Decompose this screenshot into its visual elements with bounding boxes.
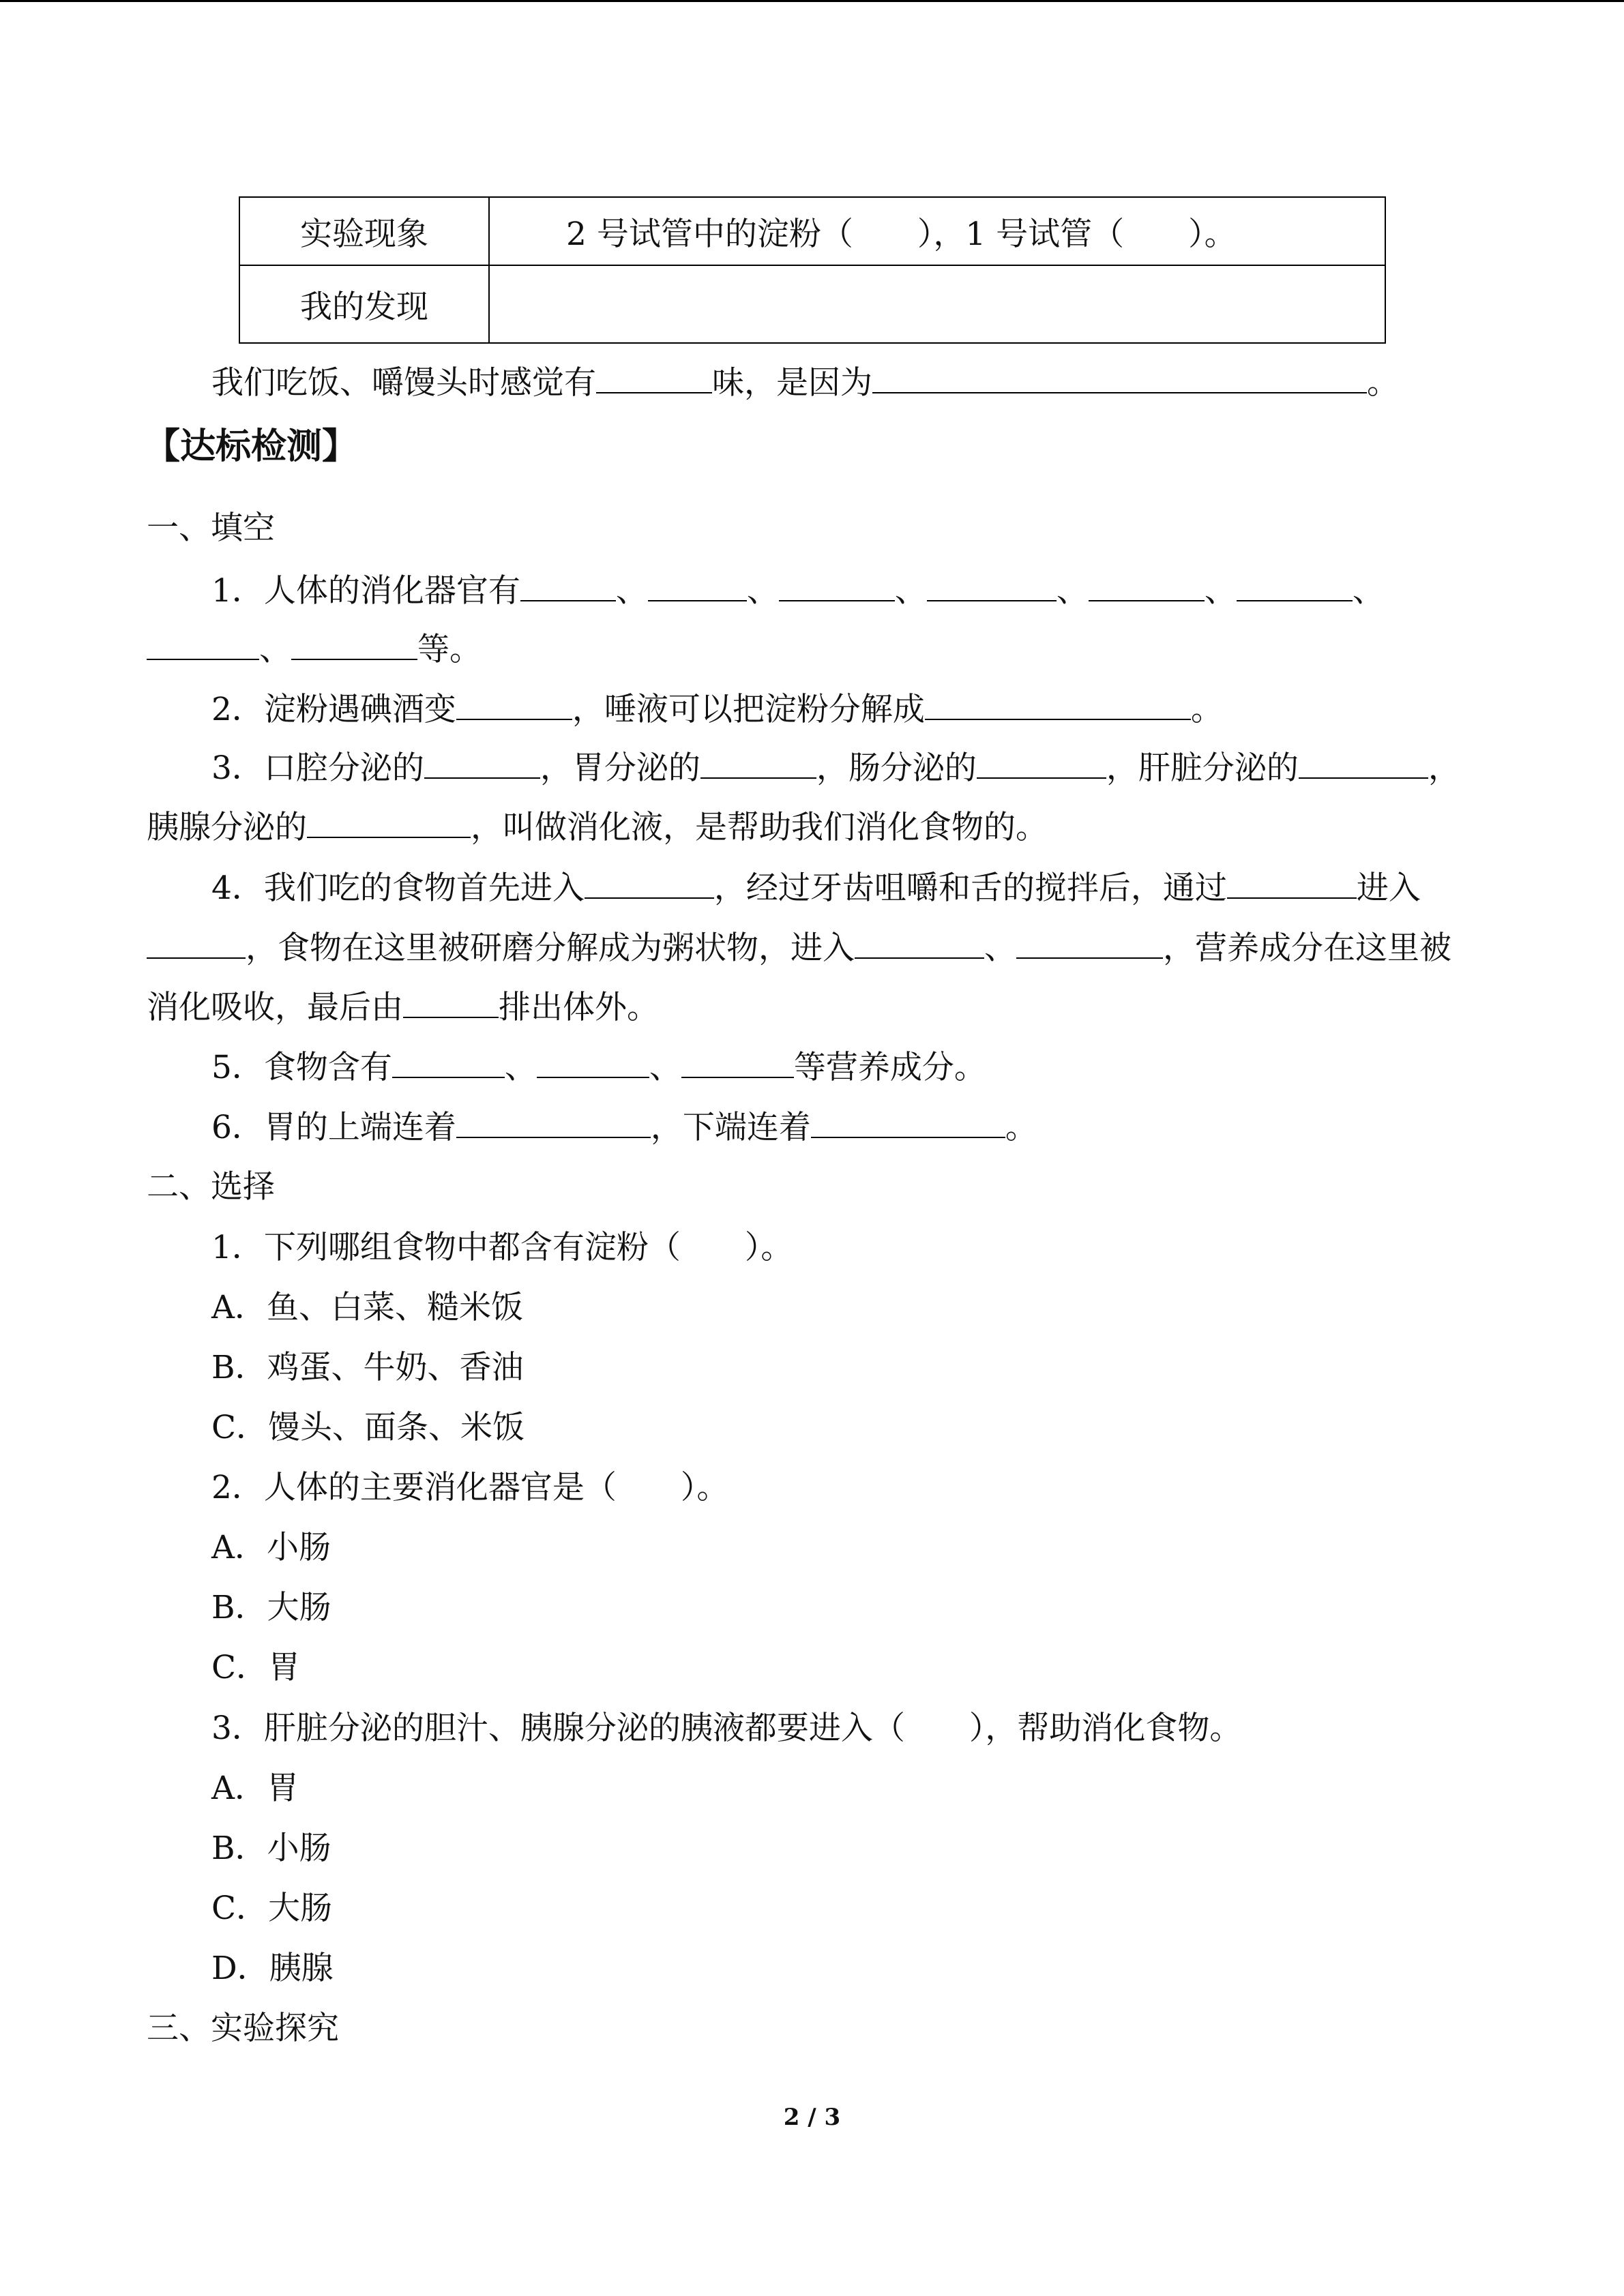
text: ，胃分泌的 [540, 749, 700, 787]
question-2 [211, 689, 1223, 730]
table-label: 我的发现 [239, 265, 489, 343]
text: 、 [259, 631, 291, 668]
fill-blank[interactable] [1089, 570, 1205, 601]
text: 、 [984, 929, 1016, 967]
question-6 [211, 1107, 1037, 1148]
section-heading: 【达标检测】 [145, 426, 358, 467]
text: 4．我们吃的食物首先进入 [211, 869, 585, 907]
text: 、 [649, 1049, 681, 1086]
question-4-cont [147, 927, 1451, 969]
text: ， [1428, 749, 1460, 787]
fill-blank[interactable] [403, 987, 499, 1018]
fill-blank[interactable] [927, 570, 1057, 601]
question-4-cont2 [147, 987, 659, 1028]
fill-blank[interactable] [977, 747, 1106, 779]
text: 6．胃的上端连着 [211, 1109, 456, 1146]
text: 消化吸收，最后由 [147, 989, 403, 1026]
fill-blank[interactable] [596, 362, 712, 393]
text: 。 [1190, 691, 1223, 728]
text: 1．人体的消化器官有 [211, 572, 520, 610]
fill-blank[interactable] [855, 927, 984, 959]
choice-option[interactable]: A．胃 [211, 1770, 299, 1807]
fill-blank[interactable] [537, 1047, 649, 1078]
text: 我们吃饭、嚼馒头时感觉有 [211, 364, 596, 402]
table-value-empty[interactable] [489, 265, 1385, 343]
text: 5．食物含有 [211, 1049, 392, 1086]
question-4 [211, 867, 1421, 909]
fill-blank[interactable] [1299, 747, 1428, 779]
part-title: 一、填空 [147, 509, 275, 547]
text: 等。 [417, 631, 482, 668]
fill-blank[interactable] [779, 570, 895, 601]
part-title: 三、实验探究 [147, 2010, 339, 2047]
choice-option[interactable]: C．胃 [211, 1649, 300, 1686]
text: ，食物在这里被研磨分解成为粥状物，进入 [246, 929, 855, 967]
text: ，经过牙齿咀嚼和舌的搅拌后，通过 [713, 869, 1227, 907]
text: 等营养成分。 [793, 1049, 986, 1086]
fill-blank[interactable] [681, 1047, 794, 1078]
text: ，唾液可以把淀粉分解成 [572, 691, 925, 728]
text: 。 [1005, 1109, 1037, 1146]
text: 味，是因为 [712, 364, 872, 402]
choice-option[interactable]: A．鱼、白菜、糙米饭 [211, 1289, 523, 1326]
text: ，叫做消化液，是帮助我们消化食物的。 [471, 809, 1048, 846]
fill-blank[interactable] [424, 747, 540, 779]
fill-blank[interactable] [520, 570, 616, 601]
question-5 [211, 1047, 986, 1088]
choice-option[interactable]: D．胰腺 [211, 1950, 334, 1987]
page-number: 2 / 3 [783, 2104, 841, 2131]
text: 2．淀粉遇碘酒变 [211, 691, 456, 728]
choice-option[interactable]: C．馒头、面条、米饭 [211, 1409, 525, 1446]
fill-blank[interactable] [456, 1107, 651, 1138]
fill-blank[interactable] [925, 689, 1191, 720]
fill-blank[interactable] [872, 362, 1367, 393]
part-title: 二、选择 [147, 1168, 275, 1206]
text: ，肠分泌的 [816, 749, 977, 787]
fill-blank[interactable] [648, 570, 747, 601]
fill-blank[interactable] [1227, 867, 1357, 899]
text: 。 [1367, 364, 1399, 402]
text: 排出体外。 [499, 989, 659, 1026]
text: 、 [746, 572, 779, 610]
choice-option[interactable]: B．鸡蛋、牛奶、香油 [211, 1349, 524, 1386]
text: ，营养成分在这里被 [1163, 929, 1451, 967]
choice-option[interactable]: B．小肠 [211, 1830, 331, 1867]
fill-blank[interactable] [1237, 570, 1353, 601]
choice-option[interactable]: B．大肠 [211, 1589, 331, 1626]
question-1 [211, 570, 1385, 612]
table-row [239, 265, 1385, 343]
text: 3．口腔分泌的 [211, 749, 424, 787]
fill-blank[interactable] [307, 807, 471, 838]
question-3-cont [147, 807, 1048, 848]
text: 胰腺分泌的 [147, 809, 307, 846]
text: 、 [615, 572, 648, 610]
text: 进入 [1356, 869, 1421, 907]
question-1-cont [147, 629, 482, 670]
text: 、 [1204, 572, 1237, 610]
fill-blank[interactable] [147, 629, 259, 660]
fill-blank[interactable] [147, 927, 246, 959]
table-label: 实验现象 [239, 197, 489, 265]
text: 、 [894, 572, 927, 610]
fill-blank[interactable] [392, 1047, 505, 1078]
table-value: 2 号试管中的淀粉（ ），1 号试管（ ）。 [489, 197, 1385, 265]
fill-blank[interactable] [456, 689, 572, 720]
choice-question-stem: 3．肝脏分泌的胆汁、胰腺分泌的胰液都要进入（ ），帮助消化食物。 [211, 1710, 1242, 1747]
choice-question-stem: 2．人体的主要消化器官是（ ）。 [211, 1469, 729, 1506]
fill-blank[interactable] [700, 747, 816, 779]
choice-option[interactable]: A．小肠 [211, 1529, 331, 1566]
fill-blank[interactable] [1016, 927, 1163, 959]
fill-blank[interactable] [291, 629, 417, 660]
fill-blank[interactable] [585, 867, 714, 899]
text: 、 [1056, 572, 1089, 610]
text: 、 [1352, 572, 1385, 610]
question-3 [211, 747, 1460, 789]
experiment-table [239, 196, 1386, 344]
intro-line [211, 362, 1399, 404]
choice-question-stem: 1．下列哪组食物中都含有淀粉（ ）。 [211, 1229, 793, 1266]
text: ，肝脏分泌的 [1106, 749, 1299, 787]
text: ，下端连着 [650, 1109, 811, 1146]
table-row [239, 197, 1385, 265]
choice-option[interactable]: C．大肠 [211, 1890, 332, 1927]
fill-blank[interactable] [811, 1107, 1005, 1138]
text: 、 [504, 1049, 537, 1086]
